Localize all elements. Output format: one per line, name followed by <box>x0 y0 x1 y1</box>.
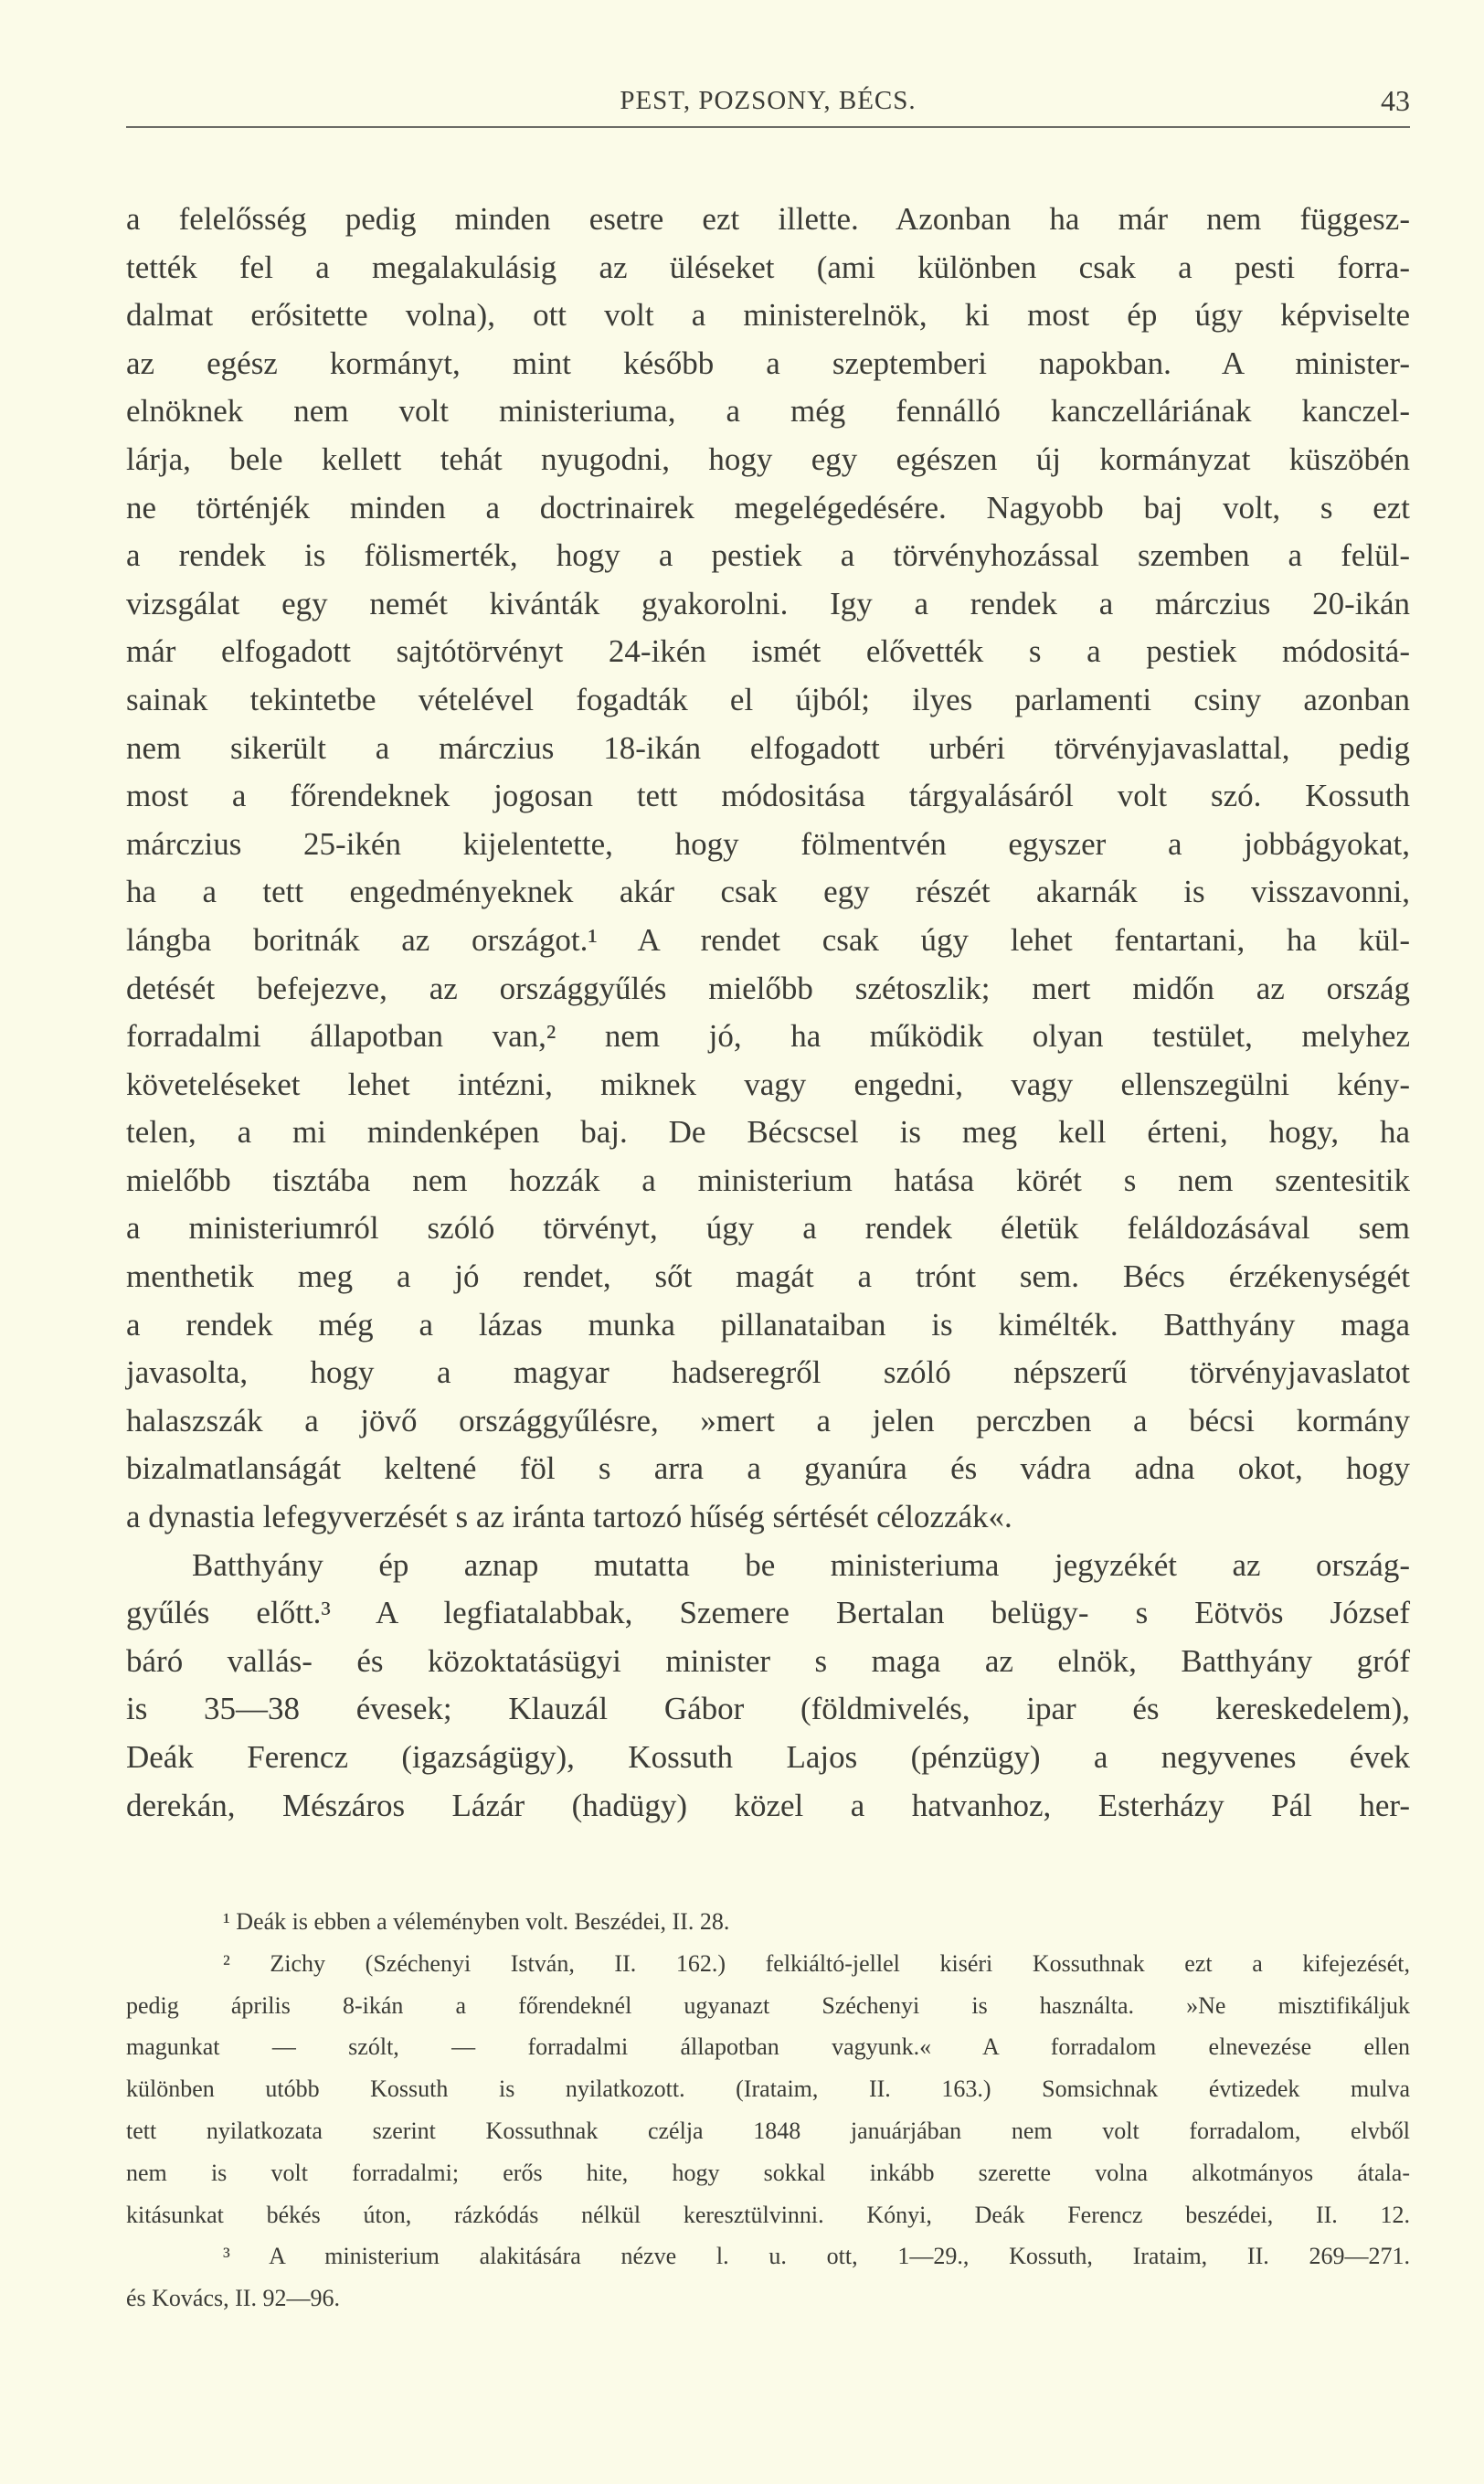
text-line: követeléseket lehet intézni, miknek vagy engedni, vagy ellenszegülni kény- <box>126 1066 1410 1102</box>
footnote-line: ³ A ministerium alakitására nézve l. u. ott, 1—29., Kossuth, Irataim, II. 269—271. <box>223 2243 1410 2270</box>
footnote-line: és Kovács, II. 92—96. <box>126 2285 340 2312</box>
text-line: halaszszák a jövő országgyűlésre, »mert a jelen perczben a bécsi kormány <box>126 1402 1410 1438</box>
text-line: Batthyány ép aznap mutatta be ministeriuma jegyzékét az ország- <box>192 1546 1410 1583</box>
text-line: vizsgálat egy nemét kivánták gyakorolni. Igy a rendek a márczius 20-ikán <box>126 585 1410 621</box>
footnote-line: magunkat — szólt, — forradalmi állapotban vagyunk.« A forradalom elnevezése ellen <box>126 2033 1410 2061</box>
footnote-line: ² Zichy (Széchenyi István, II. 162.) felkiáltó-jellel kiséri Kossuthnak ezt a kifejezését, <box>223 1949 1410 1977</box>
text-line: ne történjék minden a doctrinairek megelégedésére. Nagyobb baj volt, s ezt <box>126 489 1410 525</box>
text-line: gyűlés előtt.³ A legfiatalabbak, Szemere Bertalan belügy- s Eötvös József <box>126 1595 1410 1631</box>
text-line: a rendek még a lázas munka pillanataiban is kimélték. Batthyány maga <box>126 1306 1410 1343</box>
text-line: a ministeriumról szóló törvényt, úgy a rendek életük feláldozásával sem <box>126 1210 1410 1247</box>
footnotes <box>126 1901 1410 2319</box>
text-line: a rendek is fölismerték, hogy a pestiek a törvényhozással szemben a felül- <box>126 537 1410 574</box>
text-line: a dynastia lefegyverzését s az iránta tartozó hűség sértését célozzák«. <box>126 1499 1012 1535</box>
text-line: nem sikerült a márczius 18-ikán elfogadott urbéri törvényjavaslattal, pedig <box>126 729 1410 766</box>
text-line: javasolta, hogy a magyar hadseregről szóló népszerű törvényjavaslatot <box>126 1354 1410 1391</box>
text-line: is 35—38 évesek; Klauzál Gábor (földmivelés, ipar és kereskedelem), <box>126 1691 1410 1727</box>
text-line: mielőbb tisztába nem hozzák a ministerium hatása körét s nem szentesitik <box>126 1162 1410 1198</box>
text-line: báró vallás- és közoktatásügyi minister s maga az elnök, Batthyány gróf <box>126 1642 1410 1679</box>
text-line: telen, a mi mindenképen baj. De Bécscsel is meg kell érteni, hogy, ha <box>126 1114 1410 1151</box>
text-line: az egész kormányt, mint később a szeptemberi napokban. A minister- <box>126 345 1410 381</box>
text-line: sainak tekintetbe vételével fogadták el újból; ilyes parlamenti csiny azonban <box>126 681 1410 717</box>
footnote-line: ¹ Deák is ebben a véleményben volt. Beszédei, II. 28. <box>223 1908 730 1935</box>
footnote-line: pedig április 8-ikán a főrendeknél ugyanazt Széchenyi is használta. »Ne misztifikáljuk <box>126 1991 1410 2019</box>
footnote-line: nem is volt forradalmi; erős hite, hogy sokkal inkább szerette volna alkotmányos átala- <box>126 2159 1410 2186</box>
text-line: most a főrendeknek jogosan tett módositása tárgyalásáról volt szó. Kossuth <box>126 778 1410 814</box>
text-line: menthetik meg a jó rendet, sőt magát a trónt sem. Bécs érzékenységét <box>126 1258 1410 1295</box>
text-line: már elfogadott sajtótörvényt 24-ikén ismét elővették s a pestiek módositá- <box>126 633 1410 670</box>
text-line: elnöknek nem volt ministeriuma, a még fennálló kanczelláriának kanczel- <box>126 393 1410 430</box>
text-line: lángba boritnák az országot.¹ A rendet csak úgy lehet fentartani, ha kül- <box>126 921 1410 958</box>
text-line: dalmat erősitette volna), ott volt a ministerelnök, ki most ép úgy képviselte <box>126 297 1410 334</box>
text-line: ha a tett engedményeknek akár csak egy részét akarnák is visszavonni, <box>126 874 1410 910</box>
text-line: lárja, bele kellett tehát nyugodni, hogy egy egészen új kormányzat küszöbén <box>126 441 1410 477</box>
body-text <box>126 196 1410 1830</box>
footnote-line: kitásunkat békés úton, rázkódás nélkül keresztülvinni. Kónyi, Deák Ferencz beszédei, II. 12. <box>126 2201 1410 2228</box>
text-line: Deák Ferencz (igazságügy), Kossuth Lajos (pénzügy) a negyvenes évek <box>126 1739 1410 1775</box>
text-line: a felelősség pedig minden esetre ezt illette. Azonban ha már nem függesz- <box>126 201 1410 237</box>
text-line: derekán, Mészáros Lázár (hadügy) közel a hatvanhoz, Esterházy Pál her- <box>126 1787 1410 1823</box>
text-line: márczius 25-ikén kijelentette, hogy fölmentvén egyszer a jobbágyokat, <box>126 825 1410 862</box>
footnote-line: különben utóbb Kossuth is nyilatkozott. (Irataim, II. 163.) Somsichnak évtizedek mulva <box>126 2075 1410 2103</box>
running-title: PEST, POZSONY, BÉCS. <box>620 86 917 115</box>
footnote-line: tett nyilatkozata szerint Kossuthnak czélja 1848 januárjában nem volt forradalom, elvből <box>126 2117 1410 2144</box>
text-line: detését befejezve, az országgyűlés mielőbb szétoszlik; mert midőn az ország <box>126 970 1410 1006</box>
running-header <box>126 80 1410 128</box>
text-line: tették fel a megalakulásig az üléseket (ami különben csak a pesti forra- <box>126 249 1410 285</box>
text-line: bizalmatlanságát keltené föl s arra a gyanúra és vádra adna okot, hogy <box>126 1450 1410 1487</box>
page-number: 43 <box>1381 84 1410 117</box>
text-line: forradalmi állapotban van,² nem jó, ha működik olyan testület, melyhez <box>126 1018 1410 1055</box>
